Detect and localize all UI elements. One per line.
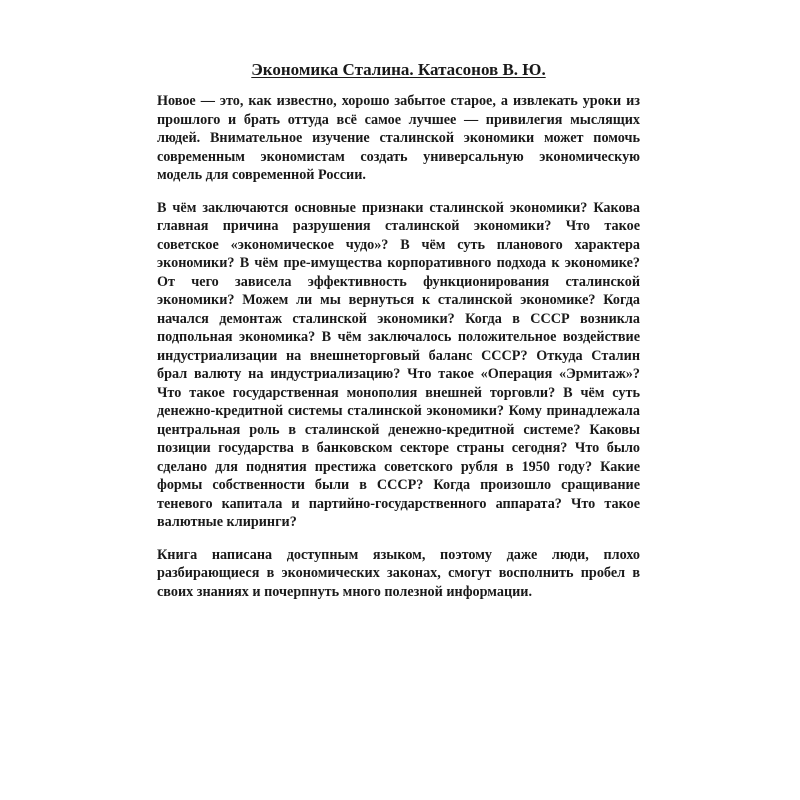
document-page xyxy=(157,58,640,615)
document-title: Экономика Сталина. Катасонов В. Ю. xyxy=(251,60,546,79)
paragraph-conclusion: Книга написана доступным языком, поэтому даже люди, плохо разбирающиеся в экономических законах, смогут восполнить пробел в своих знаниях и почерпнуть много полезной информации. xyxy=(157,546,640,600)
paragraph-intro: Новое — это, как известно, хорошо забытое старое, а извлекать уроки из прошлого и брать оттуда всё самое лучшее — привилегия мыслящих людей. Внимательное изучение сталинской экономики может помочь современным экономистам создать универсальную экономическую модель для современной России. xyxy=(157,93,640,183)
paragraph-questions: В чём заключаются основные признаки сталинской экономики? Какова главная причина разрушения сталинской экономики? Что такое советское «экономическое чудо»? В чём суть планового характера экономики? В чём пре-имущества корпоративного подхода к экономике? От чего зависела эффективность функционирования сталинской экономики? Можем ли мы вернуться к сталинской экономике? Когда начался демонтаж сталинской экономики? Когда в СССР возникла подпольная экономика? В чём заключалось положительное воздействие индустриализации на внешнеторговый баланс СССР? Откуда Сталин брал валюту на индустриализацию? Что такое «Операция «Эрмитаж»? Что такое государственная монополия внешней торговли? В чём суть денежно-кредитной системы сталинской экономики? Кому принадлежала центральная роль в сталинской денежно-кредитной системе? Каковы позиции государства в банковском секторе страны сегодня? Что было сделано для поднятия престижа советского рубля в 1950 году? Какие формы собственности были в СССР? Когда произошло сращивание теневого капитала и партийно-государственного аппарата? Что такое валютные клиринги? xyxy=(157,199,640,530)
